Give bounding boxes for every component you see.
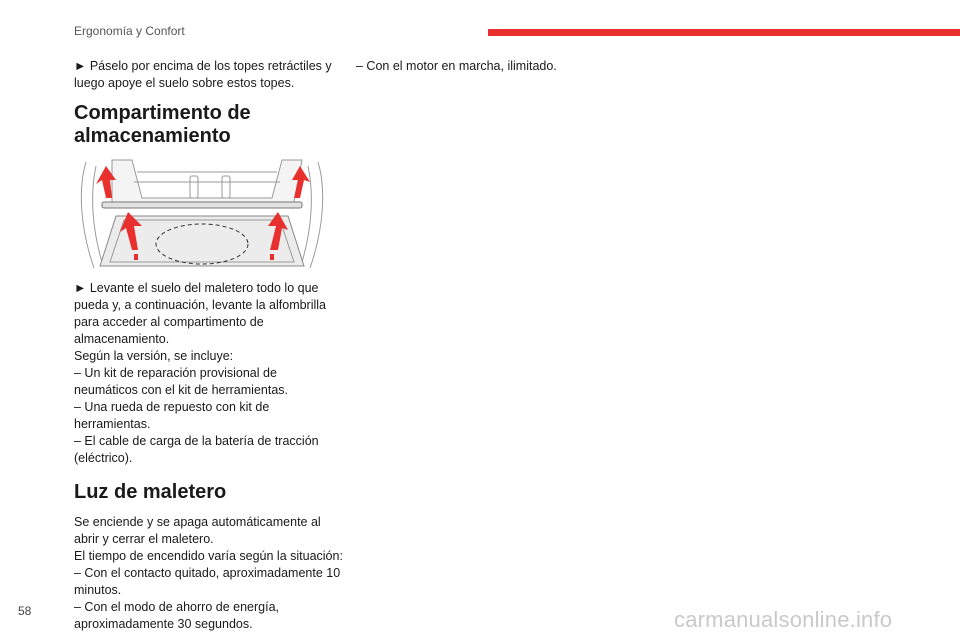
section-title: Ergonomía y Confort bbox=[74, 24, 185, 38]
trunk-storage-illustration bbox=[72, 158, 332, 272]
light-duration-text: El tiempo de encendido varía según la situación: bbox=[74, 549, 343, 563]
intro-paragraph: ► Páselo por encima de los topes retráctiles y luego apoye el suelo sobre estos topes. bbox=[74, 59, 332, 90]
storage-item-charging-cable: – El cable de carga de la batería de tracción (eléctrico). bbox=[74, 434, 319, 465]
storage-instruction: ► Levante el suelo del maletero todo lo que pueda y, a continuación, levante la alfombrilla para acceder al compartimento de almacenamiento. bbox=[74, 281, 327, 346]
light-ignition-off: – Con el contacto quitado, aproximadamente 10 minutos. bbox=[74, 566, 341, 597]
right-column bbox=[356, 58, 656, 75]
storage-body bbox=[74, 280, 344, 467]
watermark: carmanualsonline.info bbox=[674, 607, 893, 632]
header-accent-bar bbox=[488, 29, 960, 36]
page-number: 58 bbox=[18, 604, 32, 618]
storage-heading: Compartimento de almacenamiento bbox=[74, 102, 251, 147]
left-column bbox=[74, 58, 344, 633]
storage-item-spare-wheel: – Una rueda de repuesto con kit de herramientas. bbox=[74, 400, 270, 431]
trunk-light-body bbox=[74, 514, 344, 633]
light-energy-saving: – Con el modo de ahorro de energía, aproximadamente 30 segundos. bbox=[74, 600, 279, 631]
light-auto-text: Se enciende y se apaga automáticamente al abrir y cerrar el maletero. bbox=[74, 515, 321, 546]
storage-item-repair-kit: – Un kit de reparación provisional de neumáticos con el kit de herramientas. bbox=[74, 366, 288, 397]
storage-version-note: Según la versión, se incluye: bbox=[74, 349, 234, 363]
trunk-light-heading: Luz de maletero bbox=[74, 481, 227, 503]
light-engine-running: – Con el motor en marcha, ilimitado. bbox=[356, 59, 557, 73]
